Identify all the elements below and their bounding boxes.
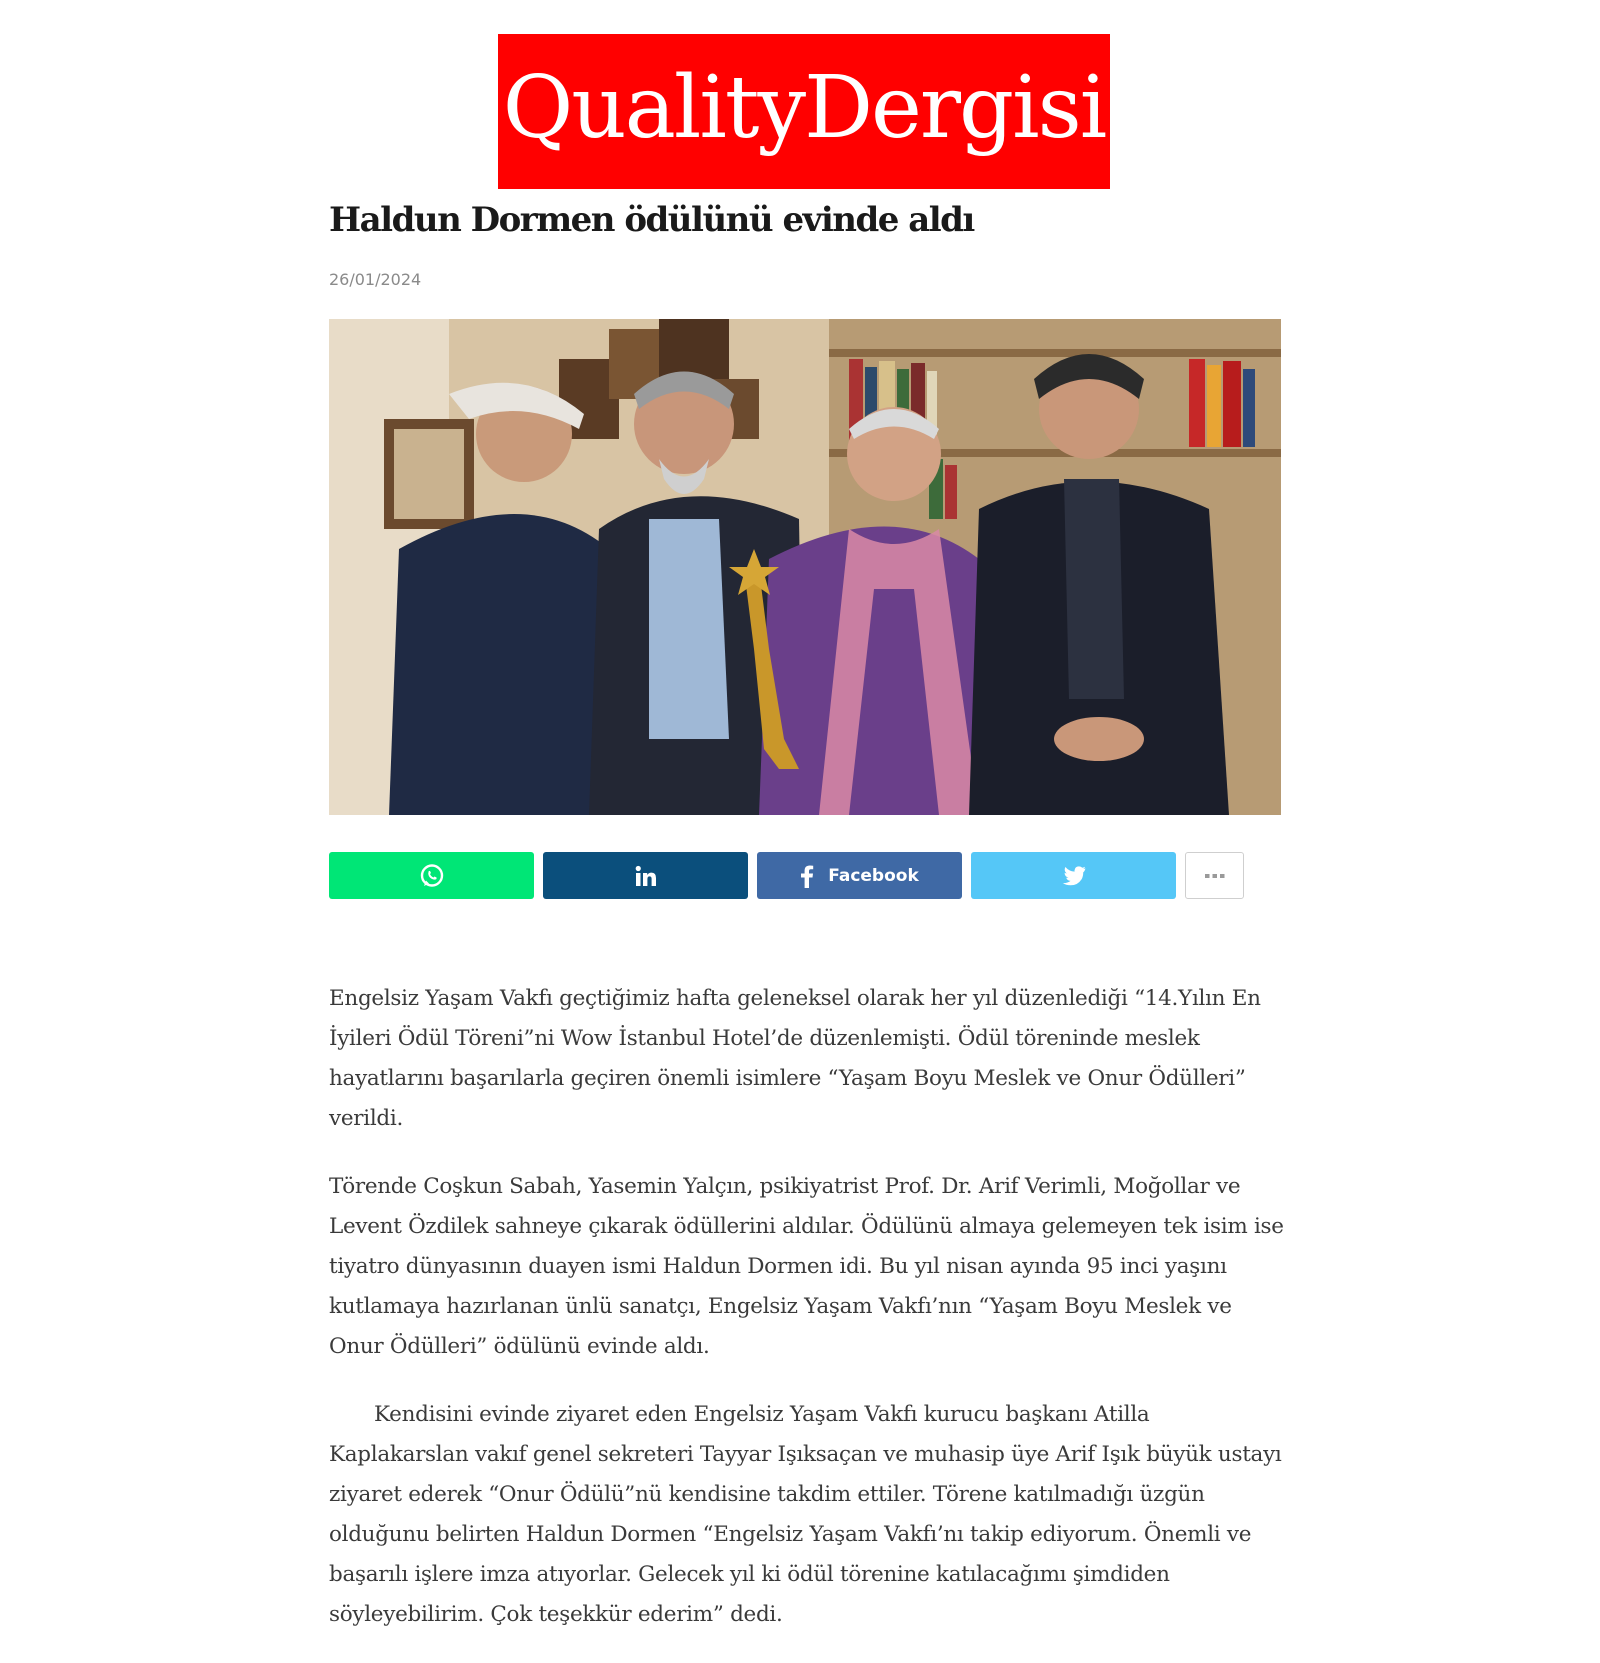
share-more-button[interactable] [1185, 852, 1244, 899]
share-whatsapp-button[interactable] [329, 852, 534, 899]
share-facebook-button[interactable] [757, 852, 962, 899]
article-paragraph: Engelsiz Yaşam Vakfı geçtiğimiz hafta geleneksel olarak her yıl düzenlediği “14.Yılın En İyileri Ödül Töreni”ni Wow İstanbul Hotel’de düzenlemişti. Ödül töreninde meslek hayatlarını başarılarla geçiren önemli isimlere “Yaşam Boyu Meslek ve Onur Ödülleri” verildi. [329, 986, 1261, 1131]
article-photo [329, 319, 1281, 815]
photo-illustration [329, 319, 1281, 815]
article-body [329, 979, 1289, 1663]
article-title: Haldun Dormen ödülünü evinde aldı [329, 200, 974, 240]
share-linkedin-button[interactable] [543, 852, 748, 899]
logo-text: QualityDergisi [502, 57, 1106, 158]
share-twitter-button[interactable] [971, 852, 1176, 899]
more-icon [1205, 873, 1225, 879]
article-paragraph: Kendisini evinde ziyaret eden Engelsiz Yaşam Vakfı kurucu başkanı Atilla Kaplakarslan vakıf genel sekreteri Tayyar Işıksaçan ve muhasip üye Arif Işık büyük ustayı ziyaret ederek “Onur Ödülü”nü kendisine takdim ettiler. Törene katılmadığı üzgün olduğunu belirten Haldun Dormen “Engelsiz Yaşam Vakfı’nı takip ediyorum. Önemli ve başarılı işlere imza atıyorlar. Gelecek yıl ki ödül törenine katılacağımı şimdiden söyleyebilirim. Çok teşekkür ederim” dedi. [329, 1402, 1282, 1627]
article-date: 26/01/2024 [329, 270, 422, 289]
facebook-icon [800, 864, 814, 888]
twitter-icon [1062, 866, 1086, 886]
site-logo[interactable] [498, 34, 1110, 189]
linkedin-icon [634, 864, 658, 888]
article-paragraph: Törende Coşkun Sabah, Yasemin Yalçın, psikiyatrist Prof. Dr. Arif Verimli, Moğollar ve Levent Özdilek sahneye çıkarak ödüllerini aldılar. Ödülünü almaya gelemeyen tek isim ise tiyatro dünyasının duayen ismi Haldun Dormen idi. Bu yıl nisan ayında 95 inci yaşını kutlamaya hazırlanan ünlü sanatçı, Engelsiz Yaşam Vakfı’nın “Yaşam Boyu Meslek ve Onur Ödülleri” ödülünü evinde aldı. [329, 1174, 1284, 1359]
whatsapp-icon [419, 863, 445, 889]
facebook-label: Facebook [828, 865, 919, 886]
